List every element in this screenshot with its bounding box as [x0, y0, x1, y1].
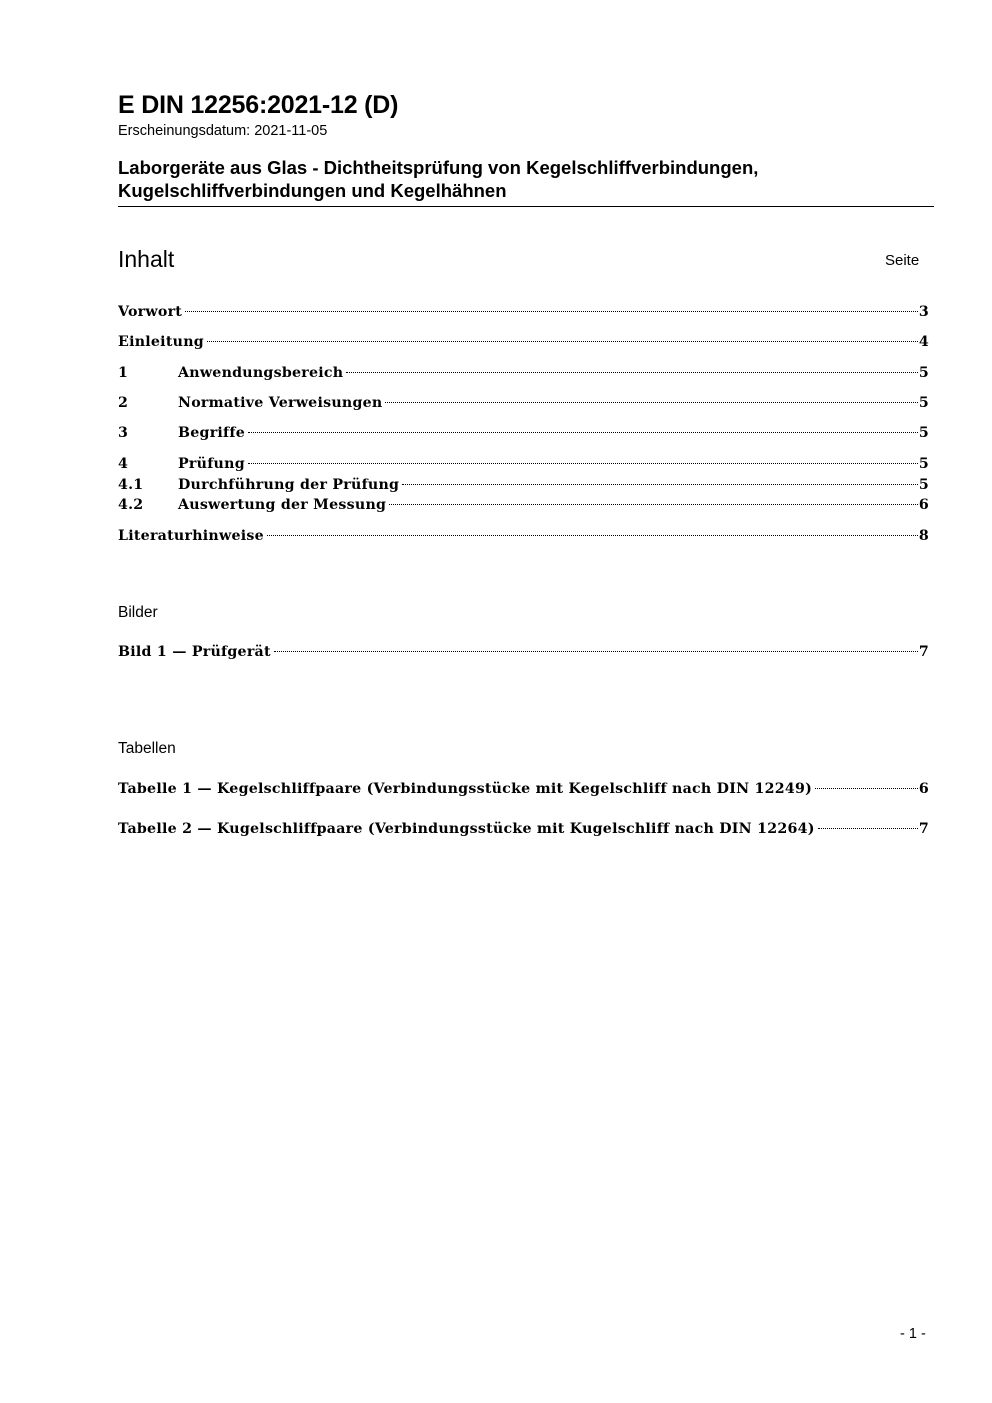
toc-leader: [389, 504, 918, 505]
tables-heading: Tabellen: [118, 740, 176, 757]
figure-entry-page: 7: [918, 644, 929, 660]
page-column-label: Seite: [885, 252, 920, 269]
toc-leader: [267, 535, 918, 536]
toc-entry[interactable]: [118, 302, 929, 322]
document-title: [118, 156, 934, 207]
toc-entry[interactable]: [118, 495, 929, 515]
toc-entry[interactable]: [118, 454, 929, 474]
toc-entry-title: Literaturhinweise: [118, 528, 264, 544]
toc-entry-page: 5: [918, 365, 929, 381]
figure-entry-title: Bild 1 — Prüfgerät: [118, 644, 271, 660]
table-entry-title: Tabelle 1 — Kegelschliffpaare (Verbindungsstücke mit Kegelschliff nach DIN 12249): [118, 781, 813, 797]
toc-leader: [248, 432, 918, 433]
publication-date: Erscheinungsdatum: 2021-11-05: [118, 123, 328, 139]
toc-entry-title: Einleitung: [118, 334, 204, 350]
toc-entry[interactable]: [118, 475, 929, 495]
toc-entry-number: 2: [118, 395, 129, 411]
toc-entry-number: 4.1: [118, 477, 144, 493]
toc-entry-number: 3: [118, 425, 129, 441]
toc-entry-page: 5: [918, 477, 929, 493]
toc-entry-title: Vorwort: [118, 304, 183, 320]
toc-entry[interactable]: [118, 393, 929, 413]
toc-entry[interactable]: [118, 423, 929, 443]
toc-leader: [402, 484, 918, 485]
toc-entry-title: Begriffe: [178, 425, 246, 441]
toc-entry-page: 8: [918, 528, 929, 544]
document-id: E DIN 12256:2021-12 (D): [118, 91, 399, 119]
figures-heading: Bilder: [118, 604, 158, 621]
toc-entry-page: 5: [918, 395, 929, 411]
toc-heading: Inhalt: [118, 246, 175, 272]
toc-entry[interactable]: [118, 363, 929, 383]
toc-leader: [385, 402, 917, 403]
document-title-line-2: Kugelschliffverbindungen und Kegelhähnen: [118, 180, 507, 201]
table-entry-page: 6: [918, 781, 929, 797]
toc-entry-number: 1: [118, 365, 129, 381]
toc-entry-page: 4: [918, 334, 929, 350]
toc-leader: [248, 463, 918, 464]
toc-leader: [274, 651, 918, 652]
toc-entry-page: 5: [918, 456, 929, 472]
toc-entry-title: Prüfung: [178, 456, 245, 472]
toc-entry[interactable]: [118, 526, 929, 546]
toc-entry-number: 4: [118, 456, 129, 472]
toc-entry-title: Durchführung der Prüfung: [178, 477, 400, 493]
toc-entry-title: Anwendungsbereich: [178, 365, 344, 381]
toc-entry[interactable]: [118, 332, 929, 352]
toc-leader: [207, 341, 918, 342]
toc-entry-page: 5: [918, 425, 929, 441]
toc-entry-title: Auswertung der Messung: [178, 497, 387, 513]
document-header: [118, 88, 934, 140]
page-number: - 1 -: [900, 1326, 926, 1342]
toc-leader: [346, 372, 917, 373]
toc-leader: [818, 828, 918, 829]
table-entry-page: 7: [918, 821, 929, 837]
toc-entry-page: 6: [918, 497, 929, 513]
toc-leader: [185, 311, 918, 312]
document-title-line-1: Laborgeräte aus Glas - Dichtheitsprüfung von Kegelschliffverbindungen,: [118, 157, 759, 178]
table-entry[interactable]: [118, 779, 929, 799]
toc-leader: [815, 788, 918, 789]
table-entry-title: Tabelle 2 — Kugelschliffpaare (Verbindungsstücke mit Kugelschliff nach DIN 12264): [118, 821, 815, 837]
toc-entry-title: Normative Verweisungen: [178, 395, 383, 411]
table-entry[interactable]: [118, 819, 929, 839]
toc-entry-number: 4.2: [118, 497, 144, 513]
toc-entry-page: 3: [918, 304, 929, 320]
figure-entry[interactable]: [118, 642, 929, 662]
